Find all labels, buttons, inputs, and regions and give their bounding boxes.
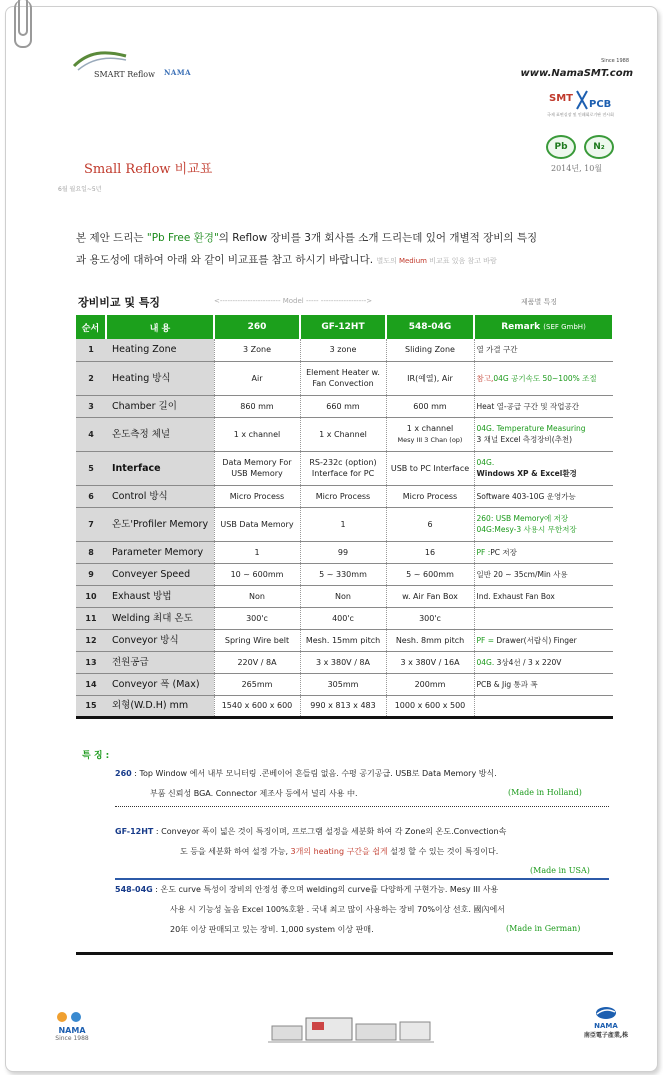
cell-remark [474, 563, 613, 585]
cell-text: 6 [427, 519, 433, 529]
cell-model-260: 300'c [214, 607, 300, 629]
table-header-row [76, 315, 613, 339]
feature-54804g-line1 [115, 884, 498, 895]
cell-model-260: 3 Zone [214, 339, 300, 361]
cell-text: 1000 x 600 x 500 [394, 701, 466, 710]
pb-free-badge: Pb [546, 135, 576, 159]
comparison-table [76, 315, 614, 719]
cell-model-54804g [386, 395, 474, 417]
table-row [76, 361, 613, 395]
remark-text: Drawer(서랍식) Finger [494, 635, 577, 645]
row-item [106, 695, 214, 717]
row-item [106, 563, 214, 585]
row-number: 12 [76, 629, 106, 651]
feature-text: : Top Window 에서 내부 모니터링 .콘베이어 흔들림 없음. 수평 공기공급. USB로 Data Memory 방식. [131, 769, 497, 778]
remark-green: 04G. [476, 657, 495, 667]
cell-model-54804g [386, 417, 474, 451]
feature-text: 사용 시 기능성 높음 Excel 100%호환 . 국내 최고 많이 사용하는 장비 70%이상 선호. 國內에서 [170, 905, 505, 914]
feature-model: 548-04G [115, 885, 153, 894]
brand-sub: NAMA [164, 68, 192, 77]
intro-text: 과 용도성에 대하여 아래 와 같이 비교표를 참고 하시기 바랍니다. [76, 254, 374, 266]
cell-remark [474, 485, 613, 507]
cell-model-260: 10 ~ 600mm [214, 563, 300, 585]
table-row [76, 507, 613, 541]
cell-model-260: 1 x channel [214, 417, 300, 451]
table-row [76, 485, 613, 507]
end-rule [76, 952, 613, 955]
made-in-german: (Made in German) [506, 924, 581, 933]
cell-model-gf12ht: 99 [300, 541, 386, 563]
header-model-gf12ht: GF-12HT [300, 315, 386, 339]
footer-left-name: NAMA [58, 1026, 86, 1035]
row-item [106, 485, 214, 507]
cell-model-gf12ht: Non [300, 585, 386, 607]
intro-text: 의 Reflow 장비를 3개 회사를 소개 드리는데 있어 개별적 장비의 특징 [218, 232, 538, 244]
cell-remark [474, 651, 613, 673]
feature-54804g-line3 [170, 924, 374, 935]
divider [115, 806, 609, 807]
svg-text:국제 표면실장 및 인쇄회로기판 전시회: 국제 표면실장 및 인쇄회로기판 전시회 [547, 112, 614, 117]
header-model-54804g: 548-04G [386, 315, 474, 339]
cell-model-260: 860 mm [214, 395, 300, 417]
cell-model-260: Data Memory For USB Memory [214, 451, 300, 485]
item-label: Chamber 길이 [112, 400, 177, 412]
cell-model-54804g [386, 485, 474, 507]
row-item [106, 395, 214, 417]
row-number: 15 [76, 695, 106, 717]
table-row [76, 629, 613, 651]
item-label: 온도'Profiler Memory [112, 518, 209, 530]
cell-model-gf12ht: RS-232c (option) Interface for PC [300, 451, 386, 485]
cell-model-54804g [386, 695, 474, 717]
table-row [76, 585, 613, 607]
row-item [106, 507, 214, 541]
row-number: 1 [76, 339, 106, 361]
remark-green: 260: USB Memory에 저장 [476, 514, 569, 523]
footer-logo-left [48, 1010, 96, 1042]
cell-model-gf12ht: 990 x 813 x 483 [300, 695, 386, 717]
cell-model-54804g [386, 673, 474, 695]
remark-text: Heat 열-공급 구간 및 작업공간 [476, 401, 579, 411]
cell-model-gf12ht: 400'c [300, 607, 386, 629]
cell-model-260: USB Data Memory [214, 507, 300, 541]
nama-mascot-icon [54, 1010, 90, 1024]
remark-green: 04G. Temperature Measuring [476, 424, 586, 433]
cell-model-54804g [386, 507, 474, 541]
row-number: 6 [76, 485, 106, 507]
remark-label: Remark [501, 322, 541, 332]
cell-text: 1 x channel [406, 423, 454, 433]
row-number: 5 [76, 451, 106, 485]
table-row [76, 417, 613, 451]
row-item [106, 673, 214, 695]
document-title: Small Reflow 비교표 [84, 162, 213, 177]
cell-model-gf12ht: 5 ~ 330mm [300, 563, 386, 585]
row-item [106, 339, 214, 361]
feature-text: 20年 이상 판매되고 있는 장비. 1,000 system 이상 판매. [170, 925, 374, 934]
feature-260-line1 [115, 768, 497, 779]
note-text: 별도의 [376, 257, 399, 265]
paperclip-inner-icon [18, 0, 28, 36]
cell-remark [474, 395, 613, 417]
cell-model-54804g [386, 651, 474, 673]
row-item [106, 607, 214, 629]
document-date: 2014년, 10월 [551, 164, 603, 173]
cell-text: 200mm [414, 679, 446, 689]
cell-text: 600 mm [413, 401, 447, 411]
table-row [76, 395, 613, 417]
remark-green: 04G:Mesy-3 사용시 무한저장 [476, 525, 577, 534]
row-number: 4 [76, 417, 106, 451]
section-heading: 장비비교 및 특징 [78, 296, 161, 309]
cell-model-gf12ht: 1 x Channel [300, 417, 386, 451]
item-label: Conveyor 방식 [112, 634, 179, 646]
cell-text: USB to PC Interface [390, 463, 470, 473]
remark-red: 참고, [476, 373, 494, 383]
table-row [76, 541, 613, 563]
cell-text: 16 [424, 547, 436, 557]
cell-model-gf12ht: 3 x 380V / 8A [300, 651, 386, 673]
cell-remark [474, 673, 613, 695]
cell-model-54804g [386, 541, 474, 563]
row-number: 3 [76, 395, 106, 417]
feature-gf12ht-line2 [180, 846, 498, 857]
remark-text: Ind. Exhaust Fan Box [476, 591, 555, 601]
remark-bold: Windows XP & Excel환경 [476, 469, 577, 478]
row-item [106, 417, 214, 451]
footer-left-since: Since 1988 [55, 1035, 89, 1042]
header-item: 내 용 [106, 315, 214, 339]
note-text: 비교표 있음 참고 바람 [426, 257, 497, 265]
cell-model-260: 1 [214, 541, 300, 563]
feature-text: : 온도 curve 특성이 장비의 안정성 좋으며 welding의 curve를 다양하게 구현가능. Mesy III 사용 [152, 885, 499, 894]
cell-model-gf12ht: Micro Process [300, 485, 386, 507]
made-in-holland: (Made in Holland) [508, 788, 582, 797]
remark-text: 열 가결 구간 [476, 345, 518, 355]
cell-remark [474, 417, 613, 451]
made-in-usa: (Made in USA) [530, 866, 590, 875]
header-remark [474, 315, 613, 339]
row-item [106, 651, 214, 673]
row-number: 2 [76, 361, 106, 395]
footer-logo-right [576, 1006, 636, 1039]
cell-model-54804g [386, 585, 474, 607]
item-label: 온도측정 체널 [112, 428, 171, 440]
header-no: 순서 [76, 315, 106, 339]
cell-remark [474, 629, 613, 651]
cell-text: 5 ~ 600mm [406, 569, 454, 579]
cell-model-260: Air [214, 361, 300, 395]
row-number: 10 [76, 585, 106, 607]
row-number: 11 [76, 607, 106, 629]
table-row [76, 651, 613, 673]
reflow-machine-icon [268, 1012, 434, 1046]
item-label: Exhaust 방법 [112, 590, 172, 602]
row-number: 8 [76, 541, 106, 563]
intro-note [376, 257, 496, 265]
website-link[interactable]: www.NamaSMT.com [520, 68, 633, 79]
item-label: Heating 방식 [112, 372, 171, 384]
row-item [106, 541, 214, 563]
footer-company: 南亞電子產業,株 [583, 1032, 629, 1039]
feature-model: 260 [115, 769, 132, 778]
cell-remark [474, 451, 613, 485]
row-item [106, 585, 214, 607]
footer-right-name: NAMA [594, 1022, 618, 1030]
model-arrow: <------------------------ Model ----- ------------------> [214, 297, 373, 305]
row-item [106, 629, 214, 651]
item-label: Heating Zone [112, 344, 177, 356]
row-number: 13 [76, 651, 106, 673]
remark-text: 3상4선 / 3 x 220V [494, 657, 562, 667]
cell-model-260: 265mm [214, 673, 300, 695]
cell-model-260: Non [214, 585, 300, 607]
smt-pcb-logo [543, 89, 617, 119]
cell-remark [474, 507, 613, 541]
feature-54804g-line2 [170, 904, 505, 915]
item-label: 전원공급 [112, 656, 149, 668]
feature-260-line2 [150, 788, 358, 799]
cell-remark [474, 695, 613, 717]
cell-model-260: Micro Process [214, 485, 300, 507]
nama-globe-icon [595, 1006, 617, 1020]
table-row [76, 339, 613, 361]
table-row [76, 451, 613, 485]
remark-text: 일반 20 ~ 35cm/Min 사용 [476, 569, 568, 579]
item-label: 외형(W.D.H) mm [112, 700, 189, 711]
cell-model-260: Spring Wire belt [214, 629, 300, 651]
section-right-label: 제품별 특징 [521, 298, 558, 306]
cell-text: IR(예열), Air [407, 373, 453, 383]
remark-green: 04G 공기속도 50~100% 조절 [493, 373, 597, 383]
cell-remark [474, 607, 613, 629]
remark-green: PF : [476, 547, 491, 557]
table-row [76, 607, 613, 629]
cell-model-54804g [386, 563, 474, 585]
item-label: Interface [112, 462, 161, 474]
cell-model-gf12ht: Element Heater w. Fan Convection [300, 361, 386, 395]
table-row [76, 695, 613, 717]
cell-model-54804g [386, 361, 474, 395]
intro-line-1 [76, 230, 537, 245]
cell-model-gf12ht: 3 zone [300, 339, 386, 361]
feature-text: 도 등을 세분화 하여 설정 가능, [180, 847, 291, 856]
feature-text: : Conveyor 폭이 넓은 것이 특징이며, 프로그램 설정을 세분화 하여 각 Zone의 온도.Convection속 [153, 827, 507, 836]
remark-green: 04G. [476, 458, 495, 467]
cell-remark [474, 361, 613, 395]
cell-text: Mesy III 3 Chan (op) [397, 435, 463, 444]
cell-remark [474, 541, 613, 563]
feature-model: GF-12HT [115, 827, 154, 836]
table-row [76, 563, 613, 585]
feature-highlight: 3개의 heating 구간을 쉽게 [290, 847, 388, 856]
cell-model-54804g [386, 339, 474, 361]
remark-text: PC 저장 [490, 547, 517, 557]
svg-text:SMT: SMT [549, 93, 573, 104]
cell-model-gf12ht: 1 [300, 507, 386, 541]
cell-model-54804g [386, 607, 474, 629]
feature-text: 설정 할 수 있는 것이 특징이다. [387, 847, 499, 856]
item-label: Parameter Memory [112, 546, 204, 558]
row-item [106, 451, 214, 485]
row-item [106, 361, 214, 395]
cell-model-54804g [386, 451, 474, 485]
features-label: 특 징 : [82, 751, 110, 761]
cell-text: w. Air Fan Box [402, 591, 458, 601]
cell-text: Micro Process [402, 491, 458, 501]
cell-model-gf12ht: Mesh. 15mm pitch [300, 629, 386, 651]
cell-model-260: 220V / 8A [214, 651, 300, 673]
cell-text: Sliding Zone [405, 345, 455, 355]
remark-sub-label: (SEF GmbH) [543, 323, 586, 331]
remark-text: Software 403-10G 운영가능 [476, 491, 576, 501]
row-number: 9 [76, 563, 106, 585]
intro-line-2 [76, 252, 497, 267]
row-number: 7 [76, 507, 106, 541]
cell-remark [474, 339, 613, 361]
cell-text: 3 x 380V / 16A [400, 657, 460, 667]
item-label: Conveyer Speed [112, 568, 191, 580]
svg-text:PCB: PCB [589, 99, 612, 110]
cell-model-54804g [386, 629, 474, 651]
cell-model-260: 1540 x 600 x 600 [214, 695, 300, 717]
note-highlight: Medium [398, 257, 427, 265]
cell-model-gf12ht: 660 mm [300, 395, 386, 417]
divider [115, 878, 609, 880]
table-row [76, 673, 613, 695]
intro-highlight: "Pb Free 환경" [146, 232, 219, 244]
item-label: Welding 최대 온도 [112, 612, 193, 624]
feature-gf12ht-line1 [115, 826, 506, 837]
cell-text: Nesh. 8mm pitch [395, 635, 465, 645]
cell-model-gf12ht: 305mm [300, 673, 386, 695]
feature-text: 부품 신뢰성 BGA. Connector 제조사 등에서 널리 사용 中. [150, 789, 358, 798]
brand-name: SMART Reflow [94, 70, 155, 79]
intro-text: 본 제안 드리는 [76, 232, 147, 244]
cell-text: 300'c [419, 613, 441, 623]
row-number: 14 [76, 673, 106, 695]
cell-remark [474, 585, 613, 607]
since-label: Since 1988 [601, 58, 629, 64]
remark-text: 3 채널 Excel 측정장비(추천) [476, 435, 573, 444]
item-label: Control 방식 [112, 490, 168, 502]
n2-badge: N₂ [584, 135, 614, 159]
header-model-260: 260 [214, 315, 300, 339]
item-label: Conveyor 폭 (Max) [112, 678, 200, 690]
document-subtitle: 6월 월요일~5년 [58, 186, 102, 193]
remark-green: PF = [476, 635, 495, 645]
remark-text: PCB & Jig 통과 폭 [476, 679, 538, 689]
